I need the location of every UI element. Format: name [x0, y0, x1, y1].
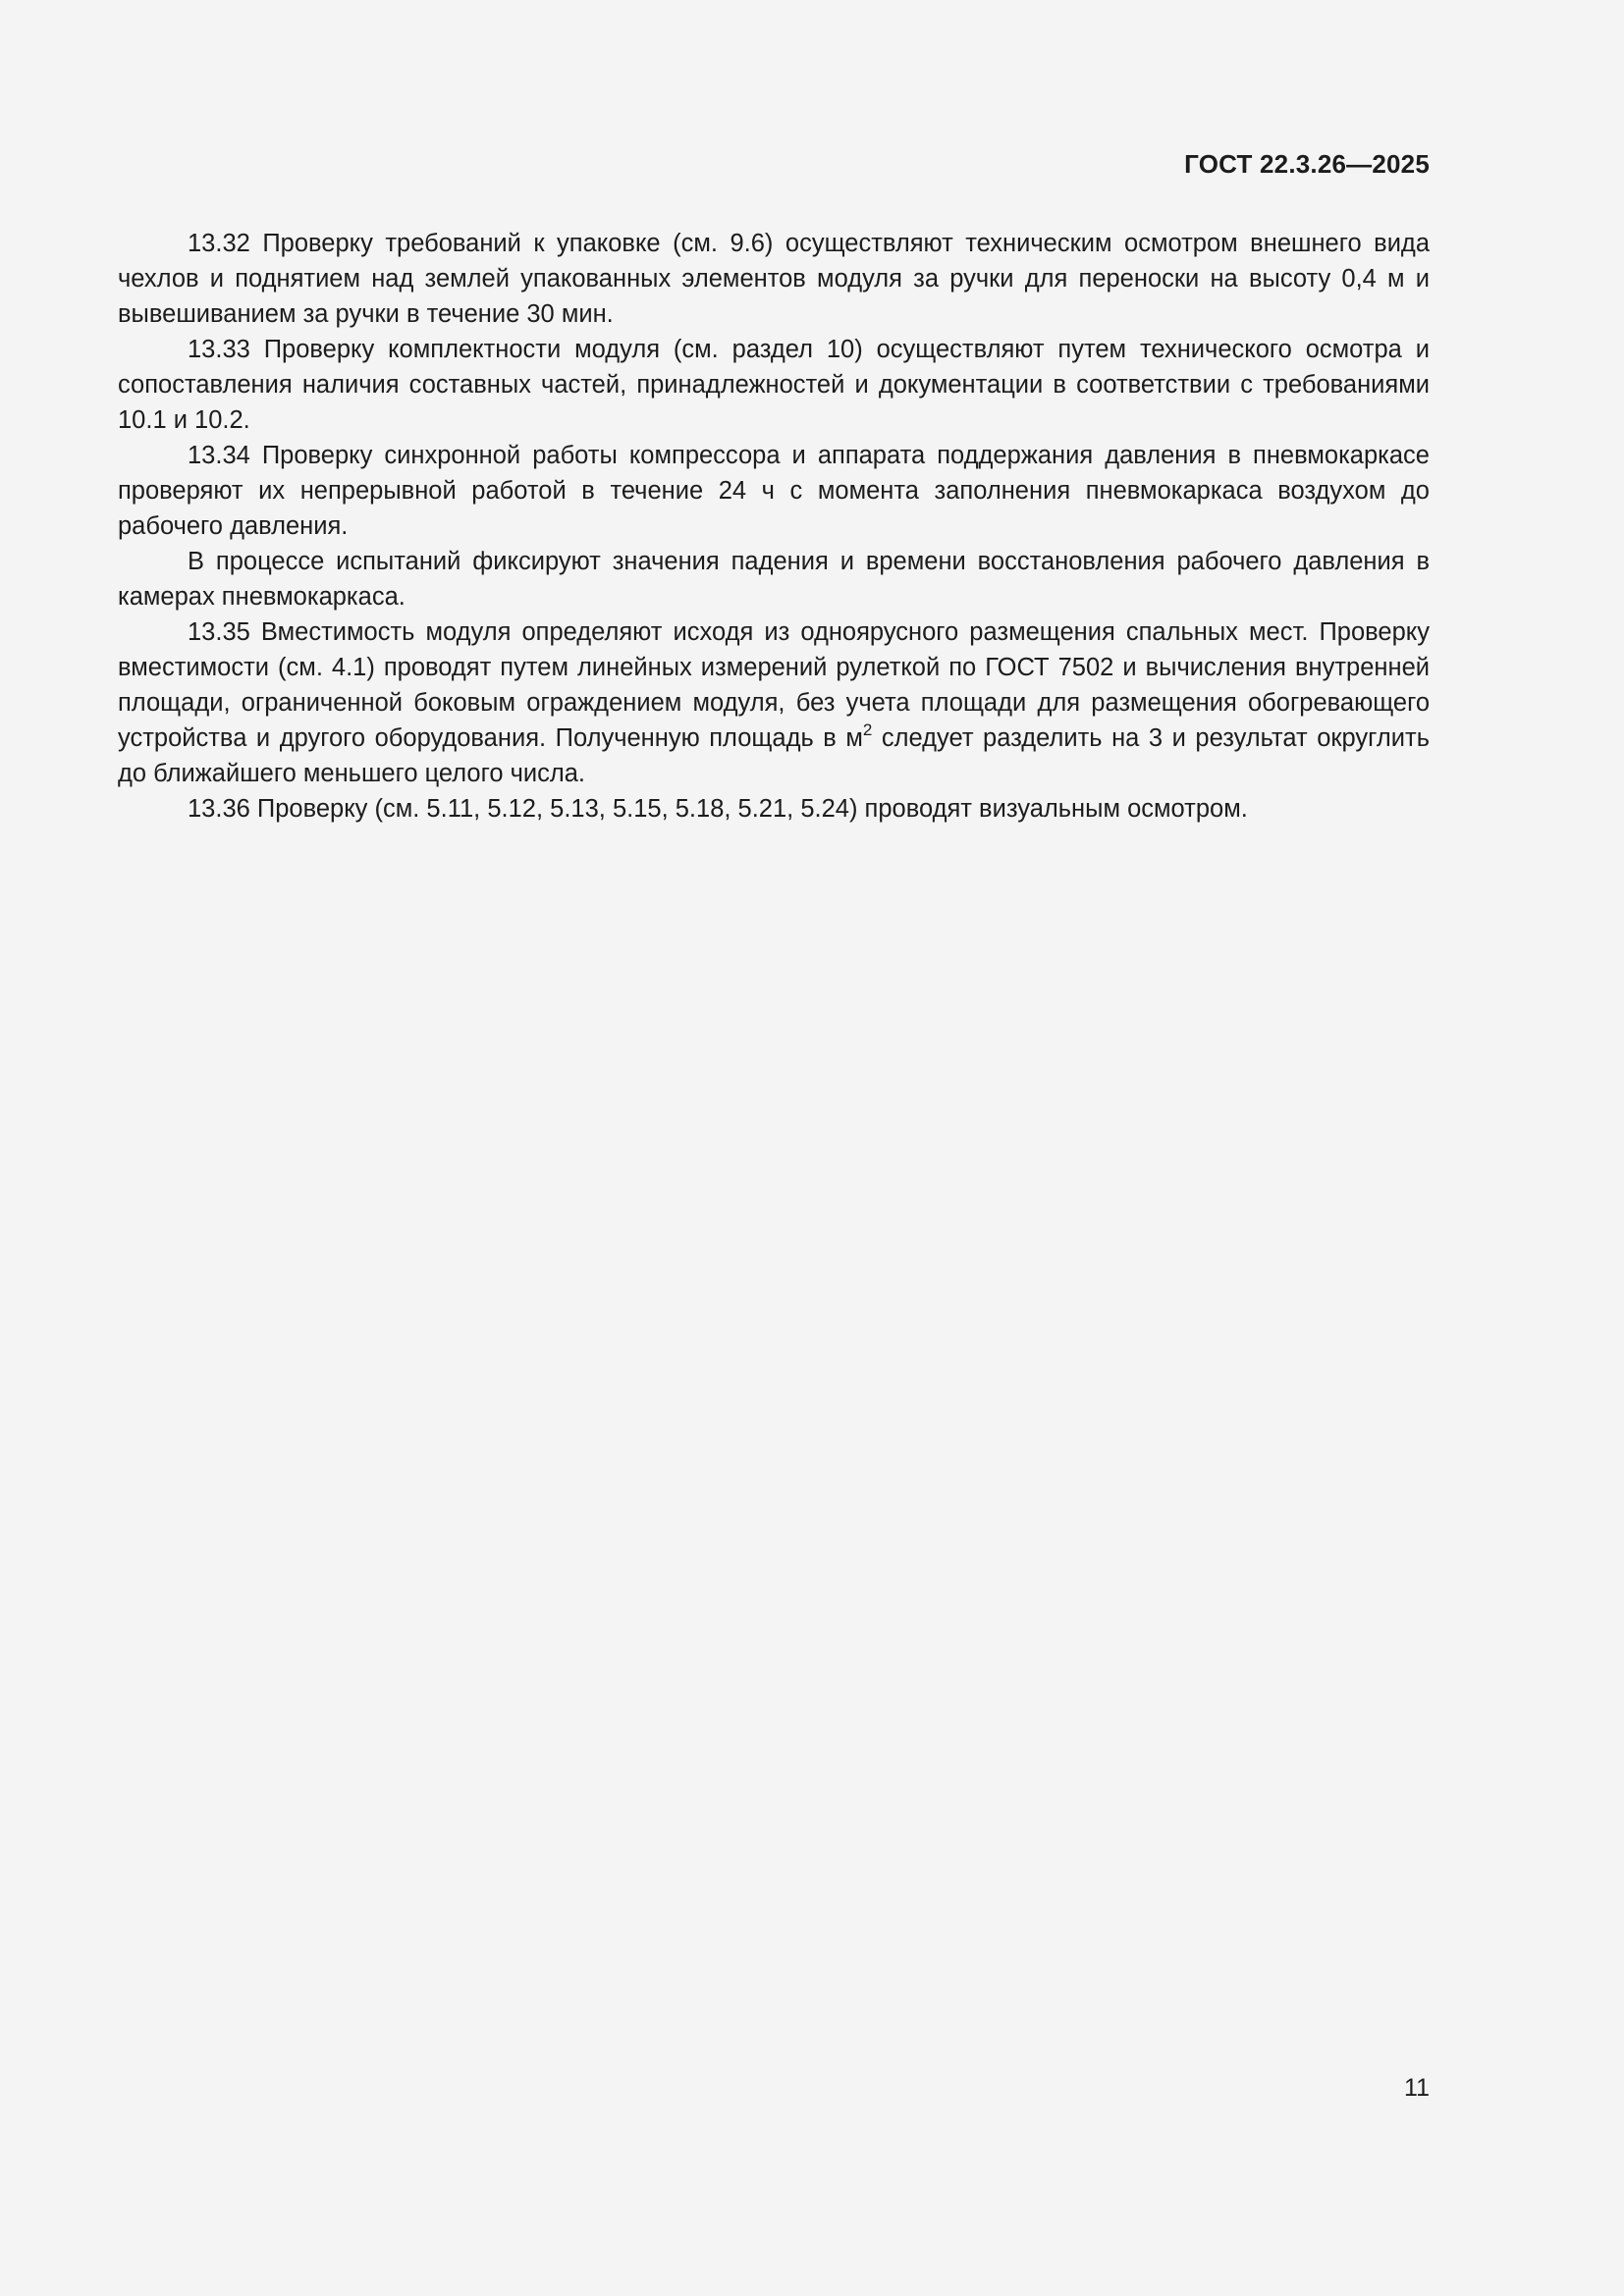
- paragraph-13-35-text-after: следует разделить на 3 и результат округлить до ближайшего меньшего целого числа.: [118, 724, 1431, 787]
- document-body: [118, 226, 1430, 827]
- paragraph-13-34-note: В процессе испытаний фиксируют значения падения и времени восстановления рабочего давления в камерах пневмокаркаса.: [118, 548, 1430, 611]
- document-code-header: ГОСТ 22.3.26—2025: [1184, 149, 1430, 179]
- paragraph-13-35-text-before: 13.35 Вместимость модуля определяют исходя из одноярусного размещения спальных мест. Проверку вместимости (см. 4.1) проводят путем линейных измерений рулеткой по ГОСТ 7502 и вычисления внутренней площади, ограниченной боковым ограждением модуля, без учета площади для размещения обогревающего устройства и другого оборудования. Полученную площадь в м: [118, 618, 1430, 752]
- paragraph-13-32: 13.32 Проверку требований к упаковке (см. 9.6) осуществляют техническим осмотром внешнего вида чехлов и поднятием над землей упакованных элементов модуля за ручки для переноски на высоту 0,4 м и вывешиванием за ручки в течение 30 мин.: [118, 230, 1430, 328]
- paragraph-13-36: 13.36 Проверку (см. 5.11, 5.12, 5.13, 5.15, 5.18, 5.21, 5.24) проводят визуальным осмотром.: [188, 795, 1248, 823]
- paragraph-13-35: [118, 614, 1430, 791]
- page-number: 11: [1404, 2074, 1430, 2102]
- paragraph-13-34: 13.34 Проверку синхронной работы компрессора и аппарата поддержания давления в пневмокаркасе проверяют их непрерывной работой в течение 24 ч с момента заполнения пневмокаркаса воздухом до рабочего давления.: [118, 442, 1430, 540]
- paragraph-13-33: 13.33 Проверку комплектности модуля (см. раздел 10) осуществляют путем технического осмотра и сопоставления наличия составных частей, принадлежностей и документации в соответствии с требованиями 10.1 и 10.2.: [118, 336, 1430, 434]
- square-meter-superscript: 2: [862, 720, 873, 739]
